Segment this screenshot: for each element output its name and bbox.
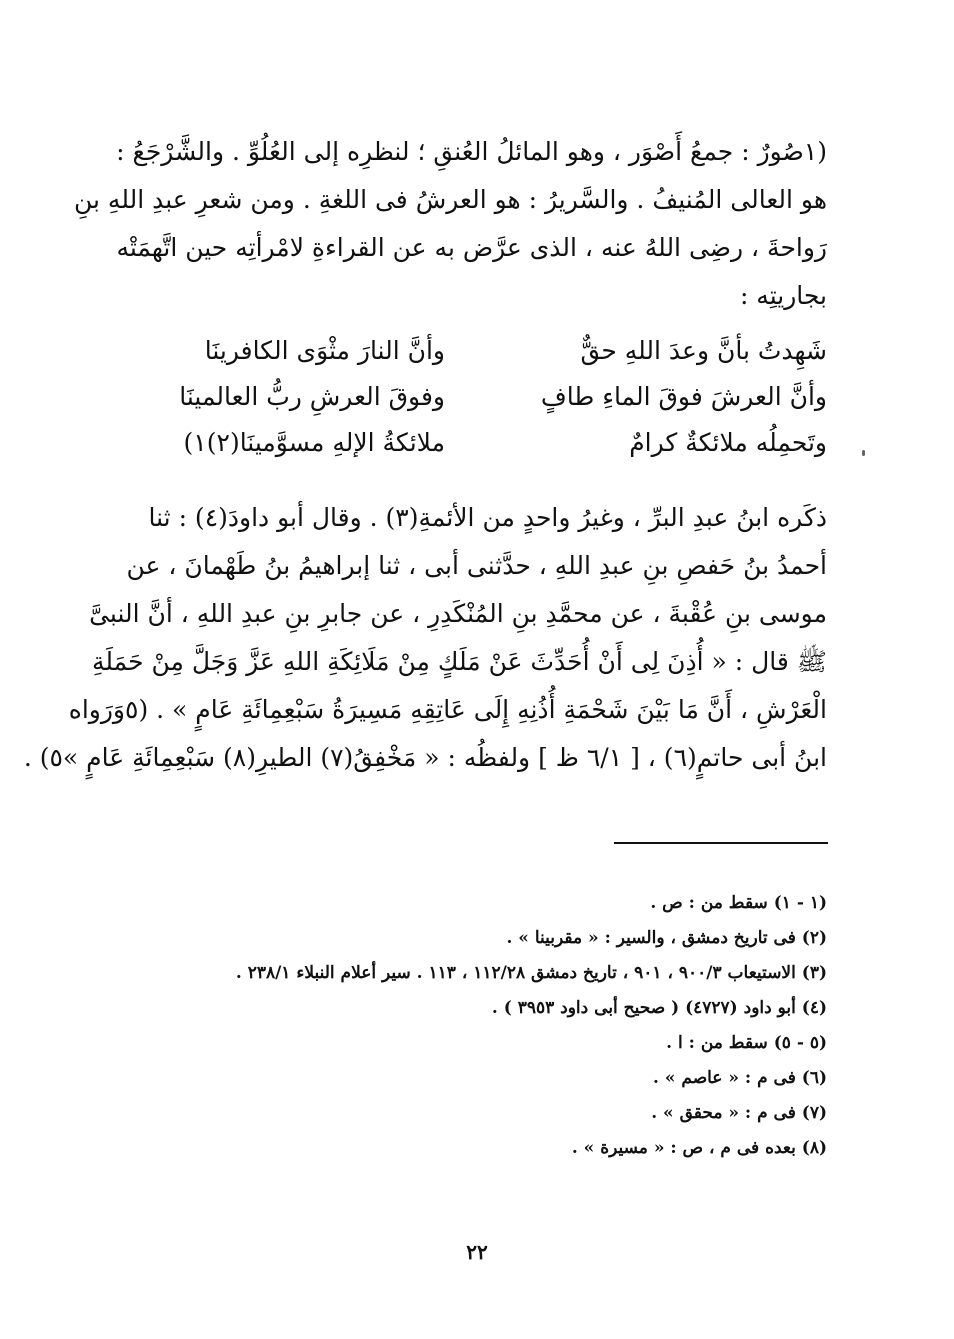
- text-line: بجاريتِه :: [739, 281, 827, 310]
- verse-first-hemistich: وتَحمِلُه ملائكةٌ كرامٌ: [629, 428, 827, 457]
- poem-verse: [105, 428, 827, 474]
- footnote-separator: [614, 842, 828, 844]
- footnote: (٣) الاستيعاب ٩٠٠/٣ ، ٩٠١ ، تاريخ دمشق ١١٢/٢٨ ، ١١٣ . سير أعلام النبلاء ٢٣٨/١ .: [235, 963, 827, 983]
- footnote: (١ - ١) سقط من : ص .: [650, 893, 827, 913]
- text-line: الْعَرْشِ ، أَنَّ مَا بَيْنَ شَحْمَةِ أُذُنِهِ إِلَى عَاتِقِهِ مَسِيرَةُ سَبْعِمِائَةِ عَامٍ » . (٥وَرَواه: [68, 695, 827, 724]
- paragraph-hadith: [23, 494, 827, 782]
- page-number: ٢٢: [466, 1240, 488, 1264]
- verse-first-hemistich: شَهِدتُ بأنَّ وعدَ اللهِ حقٌّ: [580, 336, 827, 365]
- footnote: (٧) فى م : « محقق » .: [651, 1103, 827, 1123]
- verse-first-hemistich: وأنَّ العرشَ فوقَ الماءِ طافٍ: [540, 382, 827, 411]
- verse-second-hemistich: ملائكةُ الإلهِ مسوَّمينَا(٢)١): [183, 428, 445, 457]
- text-line: ابنُ أبى حاتمٍ(٦) ، [ ٦/١ ظ ] ولفظُه : « مَخْفِقُ(٧) الطيرِ(٨) سَبْعِمِائَةِ عَامٍ »٥) .: [23, 743, 827, 772]
- verse-second-hemistich: وأنَّ النارَ مثْوَى الكافرينَا: [204, 336, 445, 365]
- footnote: (٢) فى تاريخ دمشق ، والسير : « مقربينا » .: [506, 928, 827, 948]
- verse-second-hemistich: وفوقَ العرشِ ربُّ العالمينَا: [179, 382, 445, 411]
- paragraph-commentary: [73, 128, 827, 320]
- scan-speck: [862, 450, 865, 456]
- text-line: أحمدُ بنُ حَفصِ بنِ عبدِ اللهِ ، حدَّثنى أبى ، ثنا إبراهيمُ بنُ طَهْمانَ ، عن: [126, 551, 827, 580]
- poem-verse: [105, 336, 827, 382]
- footnote: (٦) فى م : « عاصم » .: [653, 1068, 827, 1088]
- poem-verse: [105, 382, 827, 428]
- text-line: هو العالى المُنيفُ . والسَّريرُ : هو العرشُ فى اللغةِ . ومن شعرِ عبدِ اللهِ بنِ: [73, 185, 827, 214]
- footnotes: [105, 888, 827, 1168]
- text-line: ﷺ قال : « أُذِنَ لِى أَنْ أُحَدِّثَ عَنْ مَلَكٍ مِنْ مَلَائِكَةِ اللهِ عَزَّ وَجَلَّ مِنْ حَمَلَةِ: [91, 647, 827, 676]
- poem-block: [105, 336, 827, 474]
- text-line: (١صُورٌ : جمعُ أَصْوَر ، وهو المائلُ العُنقِ ؛ لنظرِه إلى العُلُوِّ . والشَّرْجَعُ :: [116, 137, 827, 166]
- footnote: (٤) أبو داود (٤٧٢٧) ( صحيح أبى داود ٣٩٥٣ ) .: [491, 998, 827, 1018]
- footnote: (٨) بعده فى م ، ص : « مسيرة » .: [571, 1138, 827, 1158]
- footnote: (٥ - ٥) سقط من : ا .: [666, 1033, 827, 1053]
- text-line: موسى بنِ عُقْبةَ ، عن محمَّدِ بنِ المُنْكَدِرِ ، عن جابرِ بنِ عبدِ اللهِ ، أنَّ النبىَّ: [89, 599, 827, 628]
- text-line: رَواحةَ ، رضِى اللهُ عنه ، الذى عرَّض به عن القراءةِ لامْرأتِه حين اتَّهمَتْه: [116, 233, 827, 262]
- text-line: ذكَره ابنُ عبدِ البرِّ ، وغيرُ واحدٍ من الأئمةِ(٣) . وقال أبو داودَ(٤) : ثنا: [148, 503, 827, 532]
